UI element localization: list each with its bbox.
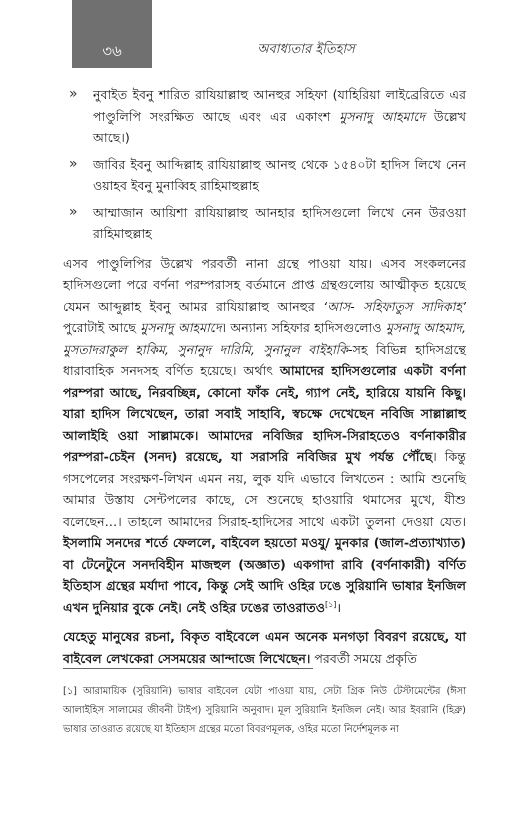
page-number-tab <box>72 0 152 68</box>
emphasis-text: ইসলামি সনদের শর্তে ফেললে, বাইবেল হয়তো মওযু/ মুনকার (জাল-প্রত্যাখ্যাত) বা টেনেটুনে সনদবিহীন মাজহুল (অজ্ঞাত) একগাদা রাবি (বর্ণনাকারী) বর্ণিত ইতিহাস গ্রন্থের মর্যাদা পাবে, কিন্তু সেই আদি ওহির ঢঙে সুরিয়ানি ভাষার ইনজিল এখন দুনিয়ার বুকে নেই। নেই ওহির ঢঙের তাওরাতও <box>63 535 466 615</box>
footnote-divider <box>63 668 313 669</box>
page-number: ৩৬ <box>102 42 122 60</box>
book-title: মুসনাদু আহমাদে <box>339 108 425 124</box>
body-text: পুরোটাই আছে <box>63 320 141 335</box>
book-title-list: মুসনাদু আহমাদ, মুসতাদরাকুল হাকিম, সুনানুদ দারিমি, সুনানুল বাইহাকি <box>63 320 466 357</box>
list-item-text: উল্লেখ আছে।) <box>93 108 466 145</box>
manuscript-list <box>63 84 466 245</box>
page-body <box>63 84 466 677</box>
book-title: ‘আস- সহিফাতুস সাদিকাহ’ <box>323 298 466 314</box>
list-item-text: জাবির ইবনু আব্দিল্লাহ রাযিয়াল্লাহু আনহু থেকে ১৫৪০টা হাদিস লিখে নেন ওয়াহব ইবনু মুনাব্বিহ রাহিমাহুল্লাহ <box>93 156 466 193</box>
double-chevron-icon: » <box>69 203 78 220</box>
paragraph <box>63 626 466 669</box>
emphasis-text: আমাদের হাদিসগুলোর একটা বর্ণনা পরম্পরা আছে, নিরবচ্ছিন্ন, কোনো ফাঁক নেই, গ্যাপ নেই, হারিয়ে যায়নি কিছু। যারা হাদিস লিখেছেন, তারা সবাই সাহাবি, স্বচক্ষে দেখেছেন নবিজি সাল্লাল্লাহু আলাইহি ওয়া সাল্লামকে। আমাদের নবিজির হাদিস-সিরাহতেও বর্ণনাকারীর পরম্পরা-চেইন (সনদ) রয়েছে, যা সরাসরি নবিজির মুখ পর্যন্ত পৌঁছে <box>63 363 466 464</box>
emphasis-text: যেহেতু মানুষের রচনা, বিকৃত বাইবেলে এমন অনেক মনগড়া বিবরণ রয়েছে, যা বাইবেল লেখকেরা সেসময়ের আন্দাজে লিখেছেন। <box>63 629 466 666</box>
list-item <box>63 202 466 245</box>
list-item <box>63 84 466 149</box>
list-item-text: আম্মাজান আয়িশা রাযিয়াল্লাহু আনহার হাদিসগুলো লিখে নেন উরওয়া রাহিমাহুল্লাহ <box>93 204 466 241</box>
footnote-ref: [১] <box>324 599 337 609</box>
footnote: [১] আরামায়িক (সুরিয়ানি) ভাষার বাইবেল যেটা পাওয়া যায়, সেটা গ্রিক নিউ টেস্টামেন্টের (ঈসা আলাইহিস সালামের জীবনী টাইপ) সুরিয়ানি অনুবাদ। মূল সুরিয়ানি ইনজিল নেই। আর ইবরানি (হিব্রু) ভাষার তাওরাত রয়েছে যা ইতিহাস গ্রন্থের মতো বিবরণমূলক, ওহির মতো নির্দেশমূলক না <box>63 686 466 735</box>
body-text: । কিন্তু গসপেলের সংরক্ষণ-লিখন এমন নয়, লুক যদি এভাবে লিখতেন : আমি শুনেছি আমার উস্তায সেন্টপলের কাছে, সে শুনেছে হাওয়ারি থমাসের মুখে, যীশু বলেছেন…। তাহলে আমাদের সিরাহ-হাদিসের সাথে একটা তুলনা দেওয়া যেত। <box>63 449 466 529</box>
running-title: অবাধ্যতার ইতিহাস <box>257 42 355 57</box>
body-text: । <box>336 599 342 615</box>
paragraph <box>63 253 466 619</box>
body-text: -সহ বিভিন্ন হাদিসগ্রন্থে ধারাবাহিক সনদসহ বর্ণিত হয়েছে। অর্থাৎ <box>63 341 466 378</box>
body-text: এসব পাণ্ডুলিপির উল্লেখ পরবর্তী নানা গ্রন্থে পাওয়া যায়। এসব সংকলনের হাদিসগুলো পরে বর্ণনা পরম্পরাসহ বর্তমানে প্রাপ্ত গ্রন্থগুলোয় আত্মীকৃত হয়েছে যেমন আব্দুল্লাহ ইবনু আমর রাযিয়াল্লাহু আনহুর <box>63 255 466 314</box>
list-item-text: নুবাইত ইবনু শারিত রাযিয়াল্লাহু আনহুর সহিফা (যাহিরিয়া লাইব্রেরিতে এর পাণ্ডুলিপি সংরক্ষিত আছে এবং এর একাংশ <box>93 87 466 124</box>
book-title: মুসনাদু আহমাদে <box>140 320 222 335</box>
list-item <box>63 154 466 197</box>
body-text: পরবর্তী সময়ে প্রকৃতি <box>310 650 417 666</box>
double-chevron-icon: » <box>69 155 78 172</box>
double-chevron-icon: » <box>69 86 78 102</box>
body-text: । অন্যান্য সহিফার হাদিসগুলোও <box>221 320 386 335</box>
